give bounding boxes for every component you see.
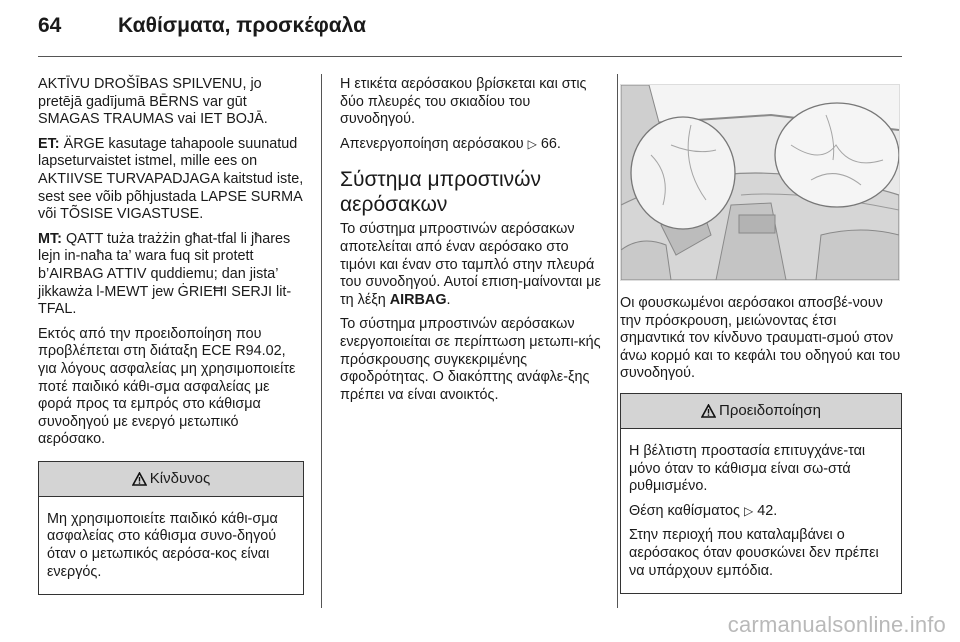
page-title: Καθίσματα, προσκέφαλα	[118, 14, 366, 37]
danger-text: Μη χρησιμοποιείτε παιδικό κάθι-σμα ασφαλείας στο κάθισμα συνο-δηγού όταν ο μετωπικός αερόσα-κος είναι ενεργός.	[47, 510, 278, 580]
paragraph	[38, 136, 304, 224]
page-ref-arrow-icon: ▷	[527, 136, 537, 151]
warning-triangle-icon	[132, 465, 147, 499]
warning-text: Η βέλτιστη προστασία επιτυγχάνε-ται μόνο όταν το κάθισμα είναι σω-στά ρυθμισμένο.	[629, 442, 866, 495]
paragraph	[38, 231, 304, 319]
page-ref: 42.	[757, 502, 778, 519]
paragraph-text: QATT tuża trażżin għat-tfal li jħares lejn in-naħa ta’ wara fuq sit protett b’AIRBAG ATTIV quddiemu; dan jista’ jikkawża l-MEWT jew ĠRIEĦI SERJI lit-TFAL.	[38, 230, 292, 318]
warning-triangle-icon	[701, 397, 716, 431]
section-heading: Σύστημα μπροστινών αερόσακων	[340, 168, 542, 217]
danger-box-body	[39, 497, 303, 594]
danger-box-header	[39, 462, 303, 497]
lang-label: MT:	[38, 230, 62, 247]
paragraph: AKTĪVU DROŠĪBAS SPILVENU, jo pretējā gadījumā BĒRNS var gūt SMAGAS TRAUMAS vai IET BOJĀ.	[38, 76, 268, 128]
paragraph-text: Απενεργοποίηση αερόσακου	[340, 135, 524, 152]
paragraph-text: ÄRGE kasutage tahapoole suunatud lapseturvaistet istmel, mille ees on AKTIIVSE TURVAPADJAGA kaitstud iste, sest see võib põhjustada LAPSE SURMA või TÕSISE VIGASTUSE.	[38, 135, 304, 223]
paragraph-text: Θέση καθίσματος	[629, 502, 740, 519]
paragraph: Εκτός από την προειδοποίηση που προβλέπεται στη διάταξη ECE R94.02, για λόγους ασφαλείας μη χρησιμοποιείτε ποτέ παιδικό κάθι-σμα ασφαλείας με φορά προς τα εμπρός στο κάθισμα συνοδηγού με ενεργό μετωπικό αερόσακο.	[38, 325, 296, 448]
airbag-word: AIRBAG	[389, 291, 447, 308]
paragraph	[340, 136, 605, 154]
warning-box	[620, 393, 902, 594]
warning-box-header	[621, 394, 901, 429]
warning-text: Στην περιοχή που καταλαμβάνει ο αερόσακος όταν φουσκώνει δεν πρέπει να υπάρχουν εμπόδια.	[629, 527, 879, 579]
page-ref: 66.	[540, 135, 561, 152]
column-2	[340, 76, 605, 411]
paragraph: Το σύστημα μπροστινών αερόσακων ενεργοποιείται σε περίπτωση μετωπι-κής πρόσκρουσης συγκεκριμένης σφοδρότητας. Ο διακόπτης ανάφλε-ξης πρέπει να είναι ανοικτός.	[340, 316, 601, 403]
figure-caption: Οι φουσκωμένοι αερόσακοι αποσβέ-νουν την πρόσκρουση, μειώνοντας έτσι σημαντικά τον κίνδυνο τραυματι-σμού στον άνω κορμό και το κεφάλι του οδηγού και του συνοδηγού.	[620, 295, 901, 382]
page-header	[38, 14, 902, 48]
warning-box-body	[621, 429, 901, 593]
paragraph: Η ετικέτα αερόσακου βρίσκεται και στις δύο πλευρές του σκιαδίου του συνοδηγού.	[340, 76, 587, 128]
warning-box-title: Προειδοποίηση	[719, 401, 821, 419]
column-1	[38, 76, 304, 595]
paragraph-text: Το σύστημα μπροστινών αερόσακων αποτελείται από έναν αερόσακο στο τιμόνι και έναν στο ταμπλό στην πλευρά του συνοδηγού. Αυτοί επιση-μαίνονται με τη λέξη	[340, 221, 601, 308]
warning-text	[629, 503, 893, 521]
danger-box	[38, 461, 304, 595]
paragraph-text: .	[446, 291, 451, 308]
paragraph	[340, 221, 605, 309]
header-rule	[38, 56, 902, 57]
column-3	[620, 76, 902, 594]
column-divider-1	[321, 74, 322, 608]
airbag-illustration	[620, 84, 900, 281]
page-ref-arrow-icon: ▷	[743, 503, 754, 518]
lang-label: ET:	[38, 135, 60, 152]
page-number: 64	[38, 14, 62, 37]
danger-box-title: Κίνδυνος	[149, 469, 211, 487]
watermark: carmanualsonline.info	[727, 612, 946, 637]
column-divider-2	[617, 74, 618, 608]
